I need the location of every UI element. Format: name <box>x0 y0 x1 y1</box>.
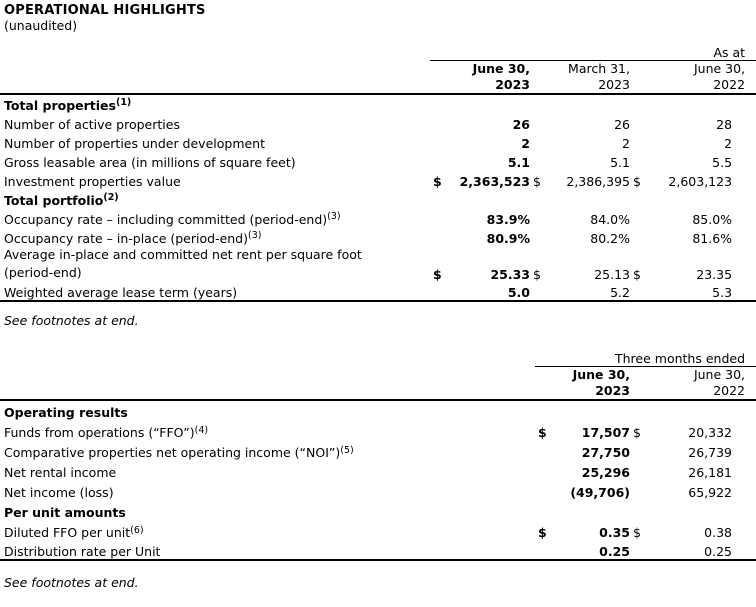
footnote-marker: (5) <box>340 444 354 456</box>
footnote-marker: (3) <box>248 230 262 241</box>
period-heading: As at <box>430 44 756 60</box>
currency-symbol-cell <box>430 113 444 132</box>
value-cell: 2,603,123 <box>668 173 733 189</box>
value-cell: 5.1 <box>507 154 530 170</box>
value-cell: 20,332 <box>688 425 733 440</box>
table-row <box>0 208 756 227</box>
currency-symbol-cell <box>630 208 644 227</box>
table-row <box>0 132 756 151</box>
table-row <box>0 227 756 246</box>
table-row <box>0 246 756 282</box>
table-row <box>0 170 756 189</box>
currency-symbol-cell: $ <box>433 173 442 189</box>
header-spacer <box>0 351 535 367</box>
value-cell: 2 <box>521 135 530 151</box>
footnote-marker: (6) <box>130 524 144 536</box>
value-cell: 25.33 <box>490 266 530 282</box>
row-label: Distribution rate per Unit <box>0 540 535 560</box>
table-row <box>0 151 756 170</box>
value-cell: 0.35 <box>599 525 630 540</box>
column-header-prior-year: June 30, 2022 <box>630 367 756 401</box>
value-cell: 2,386,395 <box>566 173 630 189</box>
as-at-table-body <box>0 94 756 301</box>
three-months-table-body <box>0 400 756 560</box>
row-label: Occupancy rate – in-place (period-end)$^{(3)}$ <box>4 230 262 246</box>
row-label: Diluted FFO per unit$^{(6)}$ <box>4 524 144 540</box>
currency-symbol-cell: $ <box>533 173 541 189</box>
footnote-reference: See footnotes at end. <box>4 575 139 590</box>
section-label: Total properties$^{(1)}$ <box>4 97 132 113</box>
table-row <box>0 113 756 132</box>
currency-symbol-cell <box>530 282 544 301</box>
currency-symbol-cell: $ <box>533 266 541 282</box>
footnote-marker: (1) <box>115 97 132 108</box>
column-header-prior-year: June 30, 2022 <box>630 60 756 94</box>
currency-symbol-cell <box>430 282 444 301</box>
value-cell: 0.25 <box>549 540 630 560</box>
currency-symbol-cell: $ <box>633 525 641 540</box>
section-row <box>0 400 756 420</box>
section-label: Total portfolio$^{(2)}$ <box>4 192 119 208</box>
row-label: Net rental income <box>4 465 117 480</box>
table-row <box>0 282 756 301</box>
value-cell: 17,507 <box>581 425 630 440</box>
currency-symbol-cell <box>630 113 644 132</box>
value-cell: 2,363,523 <box>459 173 530 189</box>
currency-symbol-cell: $ <box>633 266 641 282</box>
currency-symbol-cell <box>430 208 444 227</box>
value-cell: 0.25 <box>644 540 756 560</box>
row-label: Occupancy rate – including committed (period-end)$^{(3)}$ <box>4 211 341 227</box>
value-cell: 80.9% <box>486 230 530 246</box>
row-label: Funds from operations (“FFO”)$^{(4)}$ <box>4 424 209 440</box>
value-cell: 27,750 <box>581 445 630 460</box>
currency-symbol-cell <box>630 540 644 560</box>
currency-symbol-cell <box>530 151 544 170</box>
header-spacer <box>0 367 535 401</box>
column-header-current: June 30, 2023 <box>535 367 630 401</box>
currency-symbol-cell: $ <box>633 173 641 189</box>
value-cell: 2 <box>622 135 630 151</box>
date-header-row <box>0 367 756 401</box>
column-header-prior-quarter: March 31, 2023 <box>530 60 630 94</box>
currency-symbol-cell: $ <box>538 425 547 440</box>
currency-symbol-cell <box>530 208 544 227</box>
table-row <box>0 440 756 460</box>
value-cell: 65,922 <box>688 485 733 500</box>
value-cell: 23.35 <box>696 266 733 282</box>
currency-symbol-cell <box>630 480 644 500</box>
currency-symbol-cell <box>630 151 644 170</box>
three-months-table <box>0 351 756 562</box>
currency-symbol-cell <box>630 132 644 151</box>
table-row <box>0 480 756 500</box>
currency-symbol-cell <box>630 460 644 480</box>
period-heading: Three months ended <box>535 351 756 367</box>
row-label: Gross leasable area (in millions of square feet) <box>4 154 296 170</box>
footnote-marker: (3) <box>327 211 341 222</box>
value-cell: 26 <box>512 116 530 132</box>
value-cell: 28 <box>716 116 733 132</box>
value-cell: 26 <box>614 116 630 132</box>
row-label: Investment properties value <box>4 173 181 189</box>
footnote-marker: (2) <box>103 192 119 203</box>
header-spacer <box>0 44 430 60</box>
section-label: Per unit amounts <box>4 505 126 520</box>
row-label: Comparative properties net operating income (“NOI”)$^{(5)}$ <box>4 444 354 460</box>
section-row <box>0 500 756 520</box>
header-spacer <box>0 60 430 94</box>
value-cell: 0.38 <box>704 525 733 540</box>
page-title: OPERATIONAL HIGHLIGHTS <box>4 3 206 18</box>
currency-symbol-cell <box>630 227 644 246</box>
value-cell: 84.0% <box>590 211 630 227</box>
value-cell: 85.0% <box>692 211 733 227</box>
row-label: Number of properties under development <box>4 135 266 151</box>
value-cell: 5.2 <box>544 282 630 301</box>
value-cell: 80.2% <box>590 230 630 246</box>
value-cell: 25.13 <box>594 266 630 282</box>
currency-symbol-cell <box>535 440 549 460</box>
currency-symbol-cell <box>630 440 644 460</box>
period-heading-row <box>0 351 756 367</box>
section-row <box>0 189 756 208</box>
currency-symbol-cell: $ <box>633 425 641 440</box>
value-cell: 5.1 <box>610 154 630 170</box>
currency-symbol-cell <box>430 151 444 170</box>
row-label: Weighted average lease term (years) <box>0 282 430 301</box>
currency-symbol-cell <box>530 227 544 246</box>
currency-symbol-cell <box>530 132 544 151</box>
currency-symbol-cell <box>630 282 644 301</box>
table-row <box>0 540 756 560</box>
footnote-reference: See footnotes at end. <box>4 312 139 328</box>
value-cell: 26,181 <box>688 465 733 480</box>
currency-symbol-cell <box>430 227 444 246</box>
page-subtitle: (unaudited) <box>4 18 78 33</box>
currency-symbol-cell <box>430 132 444 151</box>
value-cell: 83.9% <box>486 211 530 227</box>
period-heading-row <box>0 44 756 60</box>
footnote-marker: (4) <box>194 424 209 436</box>
currency-symbol-cell <box>535 480 549 500</box>
value-cell: 5.0 <box>444 282 530 301</box>
value-cell: 81.6% <box>692 230 733 246</box>
table-row <box>0 460 756 480</box>
row-label: Average in-place and committed net rent per square foot (period-end) <box>4 246 362 280</box>
currency-symbol-cell <box>535 540 549 560</box>
value-cell: 2 <box>724 135 733 151</box>
section-row <box>0 94 756 113</box>
currency-symbol-cell: $ <box>433 266 442 282</box>
value-cell: 5.5 <box>712 154 733 170</box>
table-row <box>0 420 756 440</box>
column-header-current: June 30, 2023 <box>430 60 530 94</box>
value-cell: 25,296 <box>581 465 630 480</box>
row-label: Number of active properties <box>4 116 180 132</box>
value-cell: 26,739 <box>688 445 733 460</box>
section-label: Operating results <box>4 405 128 420</box>
as-at-table <box>0 44 756 302</box>
table-row <box>0 520 756 540</box>
value-cell: 5.3 <box>644 282 756 301</box>
currency-symbol-cell: $ <box>538 525 547 540</box>
date-header-row <box>0 60 756 94</box>
currency-symbol-cell <box>530 113 544 132</box>
row-label: Net income (loss) <box>4 485 114 500</box>
currency-symbol-cell <box>535 460 549 480</box>
value-cell: (49,706) <box>570 485 630 500</box>
